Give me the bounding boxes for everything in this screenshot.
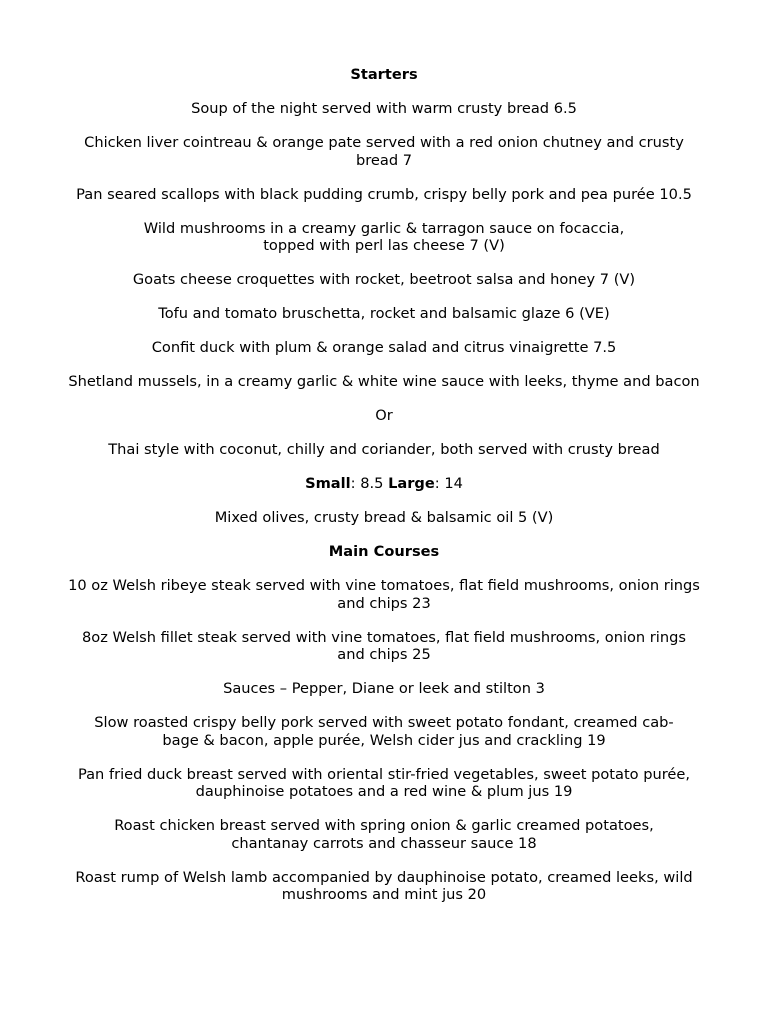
main-courses-heading: Main Courses — [328, 543, 440, 560]
menu-item: 8oz Welsh fillet steak served with vine tomatoes, flat field mushrooms, onion rings and chips 25 — [82, 628, 686, 663]
large-price: : 14 — [434, 475, 463, 492]
menu-item: Soup of the night served with warm crusty bread 6.5 — [191, 100, 577, 117]
small-label: Small — [305, 475, 351, 492]
menu-item: Thai style with coconut, chilly and coriander, both served with crusty bread — [108, 441, 660, 458]
menu-item — [68, 714, 700, 749]
menu-item-line: Slow roasted crispy belly pork served with sweet potato fondant, creamed cab- — [94, 714, 674, 731]
menu-item-or: Or — [375, 407, 393, 424]
menu-item-line: Wild mushrooms in a creamy garlic & tarragon sauce on focaccia, — [143, 219, 625, 237]
menu-item: Mixed olives, crusty bread & balsamic oil 5 (V) — [214, 509, 554, 526]
menu-item: Roast rump of Welsh lamb accompanied by dauphinoise potato, creamed leeks, wild mushrooms and mint jus 20 — [75, 868, 693, 903]
size-prices — [68, 475, 700, 493]
menu-item — [68, 220, 700, 255]
menu-item: Sauces – Pepper, Diane or leek and stilton 3 — [223, 680, 545, 697]
menu-item: Chicken liver cointreau & orange pate served with a red onion chutney and crusty bread 7 — [84, 134, 684, 169]
menu-item: 10 oz Welsh ribeye steak served with vine tomatoes, flat field mushrooms, onion rings and chips 23 — [68, 577, 700, 612]
small-price: : 8.5 — [350, 475, 389, 492]
menu-item: Confit duck with plum & orange salad and citrus vinaigrette 7.5 — [151, 339, 617, 356]
menu-item: Pan fried duck breast served with oriental stir-fried vegetables, sweet potato purée, dauphinoise potatoes and a red wine & plum jus 19 — [77, 765, 691, 800]
menu-item: Pan seared scallops with black pudding crumb, crispy belly pork and pea purée 10.5 — [76, 185, 692, 203]
menu-item: Shetland mussels, in a creamy garlic & white wine sauce with leeks, thyme and bacon — [68, 373, 700, 390]
menu-item-line: topped with perl las cheese 7 (V) — [263, 237, 505, 254]
menu-item-line: bage & bacon, apple purée, Welsh cider jus and crackling 19 — [162, 731, 606, 749]
menu-item: Tofu and tomato bruschetta, rocket and balsamic glaze 6 (VE) — [158, 305, 610, 322]
menu-item: Roast chicken breast served with spring onion & garlic creamed potatoes, chantanay carrots and chasseur sauce 18 — [114, 817, 654, 852]
large-label: Large — [388, 475, 435, 492]
menu-item: Goats cheese croquettes with rocket, beetroot salsa and honey 7 (V) — [132, 271, 636, 288]
starters-heading: Starters — [350, 66, 418, 83]
